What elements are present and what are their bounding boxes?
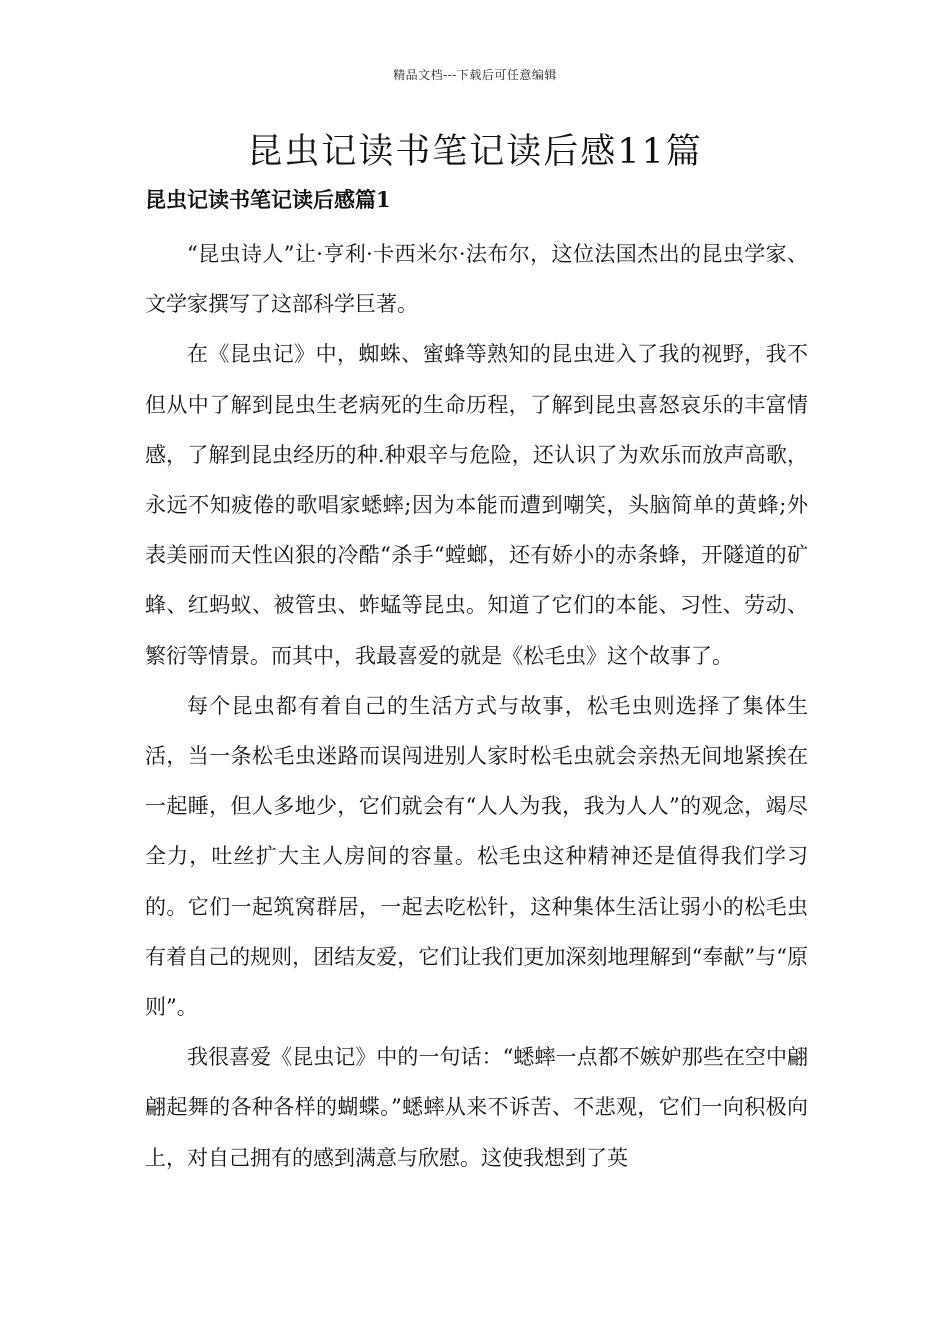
- document-title: 昆虫记读书笔记读后感11篇: [247, 132, 703, 172]
- paragraph: 我很喜爱《昆虫记》中的一句话：“蟋蟀一点都不嫉妒那些在空中翩翩起舞的各种各样的蝴蝶。”蟋蟀从来不诉苦、不悲观，它们一向积极向上，对自己拥有的感到满意与欣慰。这使我想到了英: [145, 1045, 808, 1170]
- paragraph: “昆虫诗人”让·亨利·卡西米尔·法布尔，这位法国杰出的昆虫学家、文学家撰写了这部科学巨著。: [145, 242, 808, 317]
- paragraph: 在《昆虫记》中，蜘蛛、蜜蜂等熟知的昆虫进入了我的视野，我不但从中了解到昆虫生老病死的生命历程，了解到昆虫喜怒哀乐的丰富情感，了解到昆虫经历的种.种艰辛与危险，还认识了为欢乐而放声高歌，永远不知疲倦的歌唱家蟋蟀;因为本能而遭到嘲笑，头脑简单的黄蜂;外表美丽而天性凶狠的冷酷“杀手“螳螂，还有娇小的赤条蜂，开隧道的矿蜂、红蚂蚁、被管虫、蚱蜢等昆虫。知道了它们的本能、习性、劳动、繁衍等情景。而其中，我最喜爱的就是《松毛虫》这个故事了。: [145, 342, 808, 668]
- section-heading: 昆虫记读书笔记读后感篇1: [145, 187, 391, 212]
- document-body: [145, 229, 808, 1183]
- page-header: 精品文档---下载后可任意编辑: [393, 68, 557, 82]
- paragraph: 每个昆虫都有着自己的生活方式与故事，松毛虫则选择了集体生活，当一条松毛虫迷路而误闯进别人家时松毛虫就会亲热无间地紧挨在一起睡，但人多地少，它们就会有“人人为我，我为人人”的观念，竭尽全力，吐丝扩大主人房间的容量。松毛虫这种精神还是值得我们学习的。它们一起筑窝群居，一起去吃松针，这种集体生活让弱小的松毛虫有着自己的规则，团结友爱，它们让我们更加深刻地理解到“奉献”与“原则”。: [145, 693, 808, 1020]
